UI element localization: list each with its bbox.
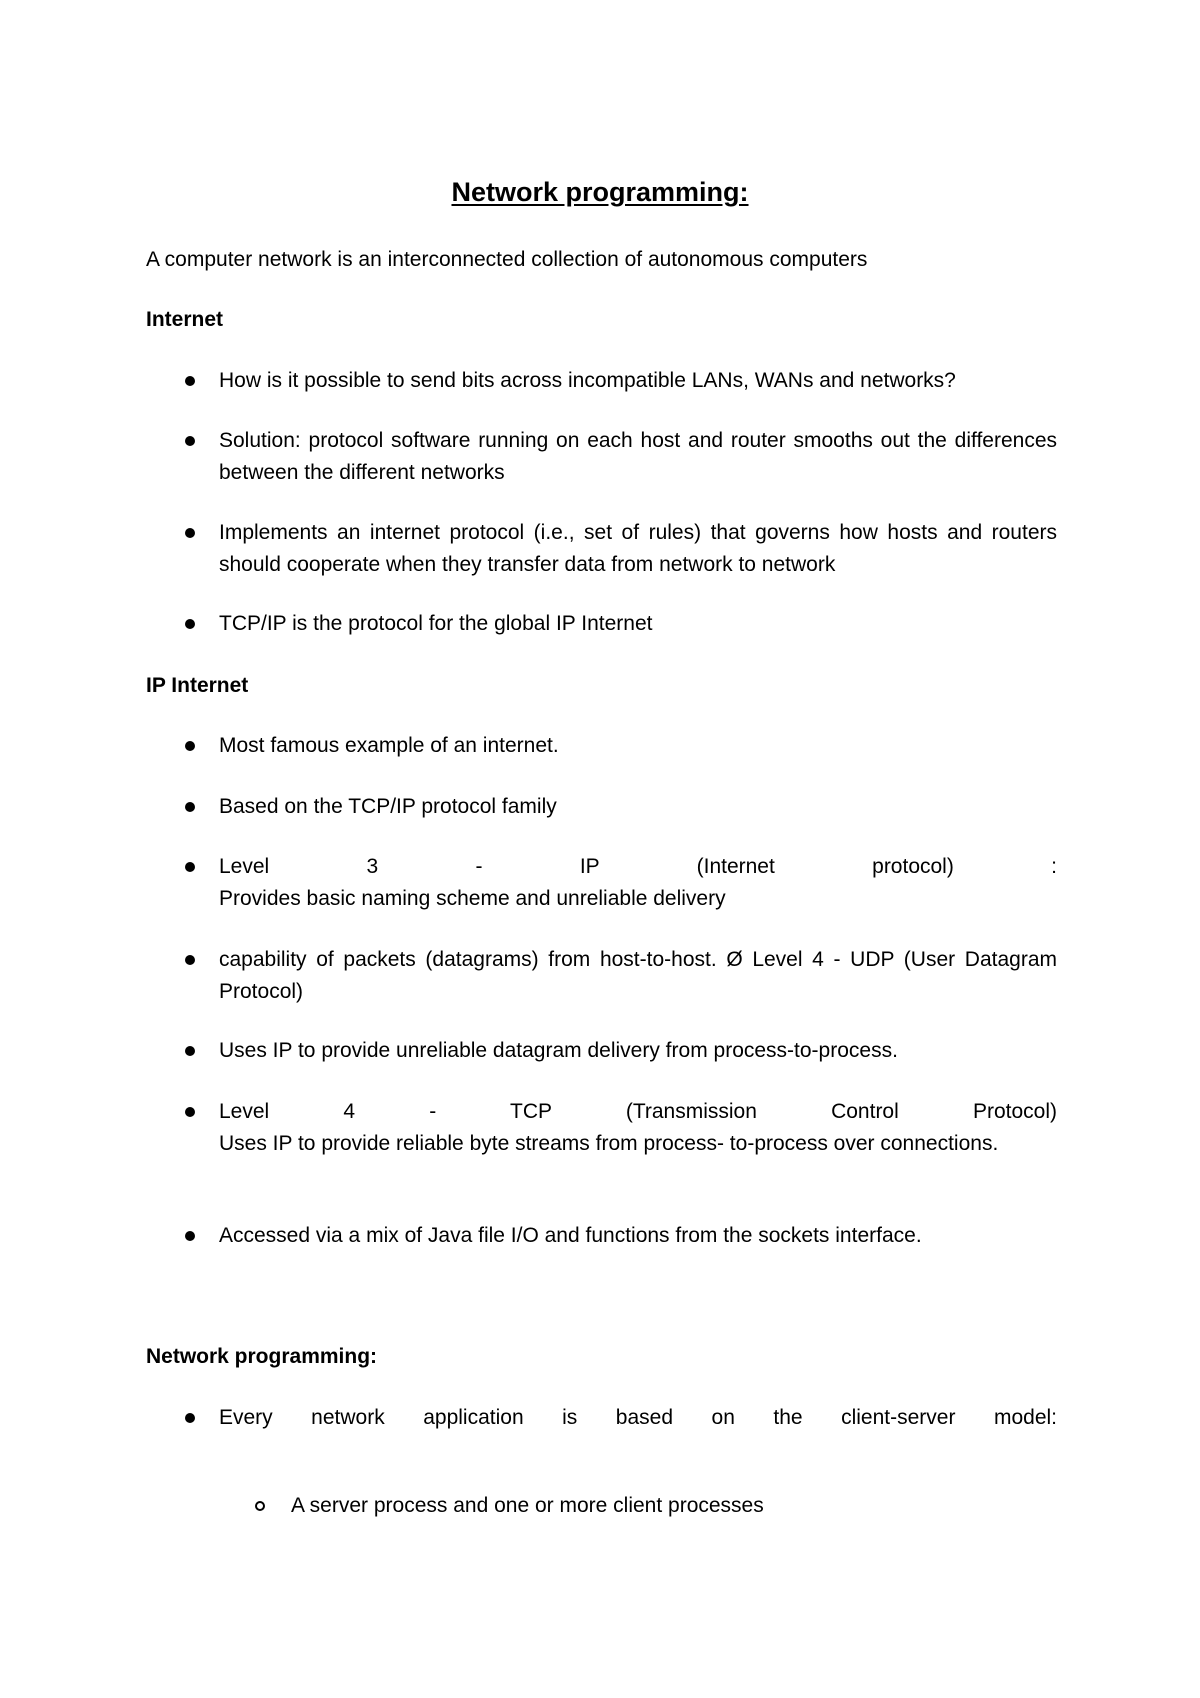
list-item [219, 1096, 1057, 1160]
list-item: Most famous example of an internet. [219, 734, 559, 757]
bullet-icon [185, 1231, 195, 1241]
list-item: TCP/IP is the protocol for the global IP Internet [219, 612, 653, 635]
bullet-icon [185, 619, 195, 629]
bullet-icon [185, 802, 195, 812]
bullet-icon [185, 1107, 195, 1117]
list-item: capability of packets (datagrams) from host-to-host. Ø Level 4 - UDP (User Datagram Protocol) [219, 948, 1057, 1003]
bullet-icon [185, 862, 195, 872]
bullet-icon [185, 741, 195, 751]
list-item: Accessed via a mix of Java file I/O and functions from the sockets interface. [219, 1224, 922, 1247]
section-heading-network-programming: Network programming: [146, 1345, 378, 1368]
sub-list-item: A server process and one or more client processes [291, 1494, 764, 1517]
list-item: Solution: protocol software running on each host and router smooths out the differences between the different networks [219, 429, 1057, 484]
list-item: How is it possible to send bits across incompatible LANs, WANs and networks? [219, 369, 956, 392]
bullet-icon [185, 436, 195, 446]
list-item-line: Provides basic naming scheme and unreliable delivery [219, 887, 726, 910]
page-title: Network programming: [451, 177, 749, 207]
list-item-line: Level 3 - IP (Internet protocol) : [219, 855, 1057, 878]
sub-bullet-icon [255, 1501, 265, 1511]
list-item: Based on the TCP/IP protocol family [219, 795, 557, 818]
bullet-icon [185, 376, 195, 386]
list-item: Uses IP to provide unreliable datagram delivery from process-to-process. [219, 1039, 898, 1062]
bullet-icon [185, 955, 195, 965]
bullet-icon [185, 1413, 195, 1423]
section-heading-ip-internet: IP Internet [146, 674, 249, 697]
list-item [219, 851, 1057, 915]
list-item: Every network application is based on the client-server model: [219, 1406, 1057, 1429]
list-item: Implements an internet protocol (i.e., set of rules) that governs how hosts and routers should cooperate when they transfer data from network to network [219, 521, 1057, 576]
section-heading-internet: Internet [146, 308, 224, 331]
bullet-icon [185, 1046, 195, 1056]
list-item-line: Level 4 - TCP (Transmission Control Protocol) [219, 1100, 1057, 1123]
bullet-icon [185, 528, 195, 538]
list-item-line: Uses IP to provide reliable byte streams from process- to-process over connections. [219, 1132, 999, 1155]
intro-paragraph: A computer network is an interconnected collection of autonomous computers [146, 248, 868, 271]
